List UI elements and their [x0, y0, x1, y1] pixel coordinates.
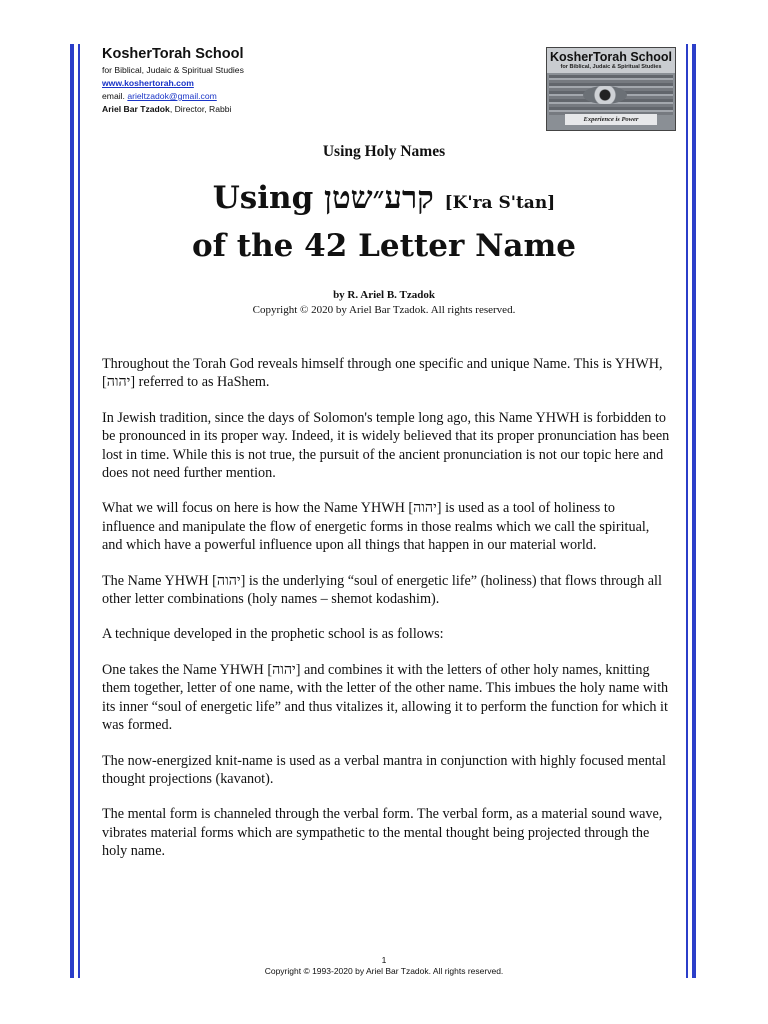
director-line [102, 103, 244, 116]
page-footer [0, 955, 768, 977]
website-link[interactable]: www.koshertorah.com [102, 78, 194, 88]
title-hebrew: קרע״שטן [324, 180, 434, 216]
document-title-line2: of the 42 Letter Name [191, 228, 577, 264]
email-label: email. [102, 91, 125, 101]
document-subtitle: Using Holy Names [322, 143, 446, 160]
document-title-line1 [0, 180, 768, 216]
email-link[interactable]: arieltzadok@gmail.com [127, 91, 217, 101]
logo-motto: Experience is Power [565, 114, 657, 125]
director-role: , Director, Rabbi [169, 104, 232, 114]
email-line [102, 90, 244, 103]
director-name: Ariel Bar Tzadok [102, 104, 170, 114]
paragraph: In Jewish tradition, since the days of Solomon's temple long ago, this Name YHWH is forbidden to be pronounced in its proper way. Indeed, it is widely believed that its proper pronunciation has been lost in time. While this is not true, the pursuit of the ancient pronunciation is not our topic here and does not need further mention. [102, 409, 670, 482]
paragraph: A technique developed in the prophetic school is as follows: [102, 626, 444, 643]
paragraph: The now-energized knit-name is used as a verbal mantra in conjunction with highly focused mental thought projections (kavanot). [102, 752, 666, 787]
footer-copyright: Copyright © 1993-2020 by Ariel Bar Tzadok. All rights reserved. [264, 966, 504, 976]
paragraph: The mental form is channeled through the verbal form. The verbal form, as a material sound wave, vibrates material forms which are sympathetic to the mental thought being projected through the holy name. [102, 806, 663, 860]
logo-subtitle: for Biblical, Judaic & Spiritual Studies [560, 64, 662, 70]
school-tagline: for Biblical, Judaic & Spiritual Studies [102, 65, 244, 75]
page-number: 1 [381, 955, 387, 965]
logo-title: KosherTorah School [549, 50, 672, 64]
byline: by R. Ariel B. Tzadok [333, 289, 435, 301]
paragraph: What we will focus on here is how the Name YHWH [יהוה] is used as a tool of holiness to influence and manipulate the flow of energetic forms in those realms which we call the spiritual, and which have a powerful influence upon all things that happen in our material world. [102, 500, 650, 554]
eye-icon [583, 86, 627, 104]
paragraph: Throughout the Torah God reveals himself through one specific and unique Name. This is YHWH, [יהוה] referred to as HaShem. [102, 356, 663, 391]
school-name: KosherTorah School [102, 46, 244, 62]
title-transliteration: [K'ra S'tan] [444, 193, 556, 213]
title-prefix: Using [212, 180, 314, 216]
title-copyright: Copyright © 2020 by Ariel Bar Tzadok. All rights reserved. [252, 304, 516, 316]
paragraph: One takes the Name YHWH [יהוה] and combines it with the letters of other holy names, knitting them together, letter of one name, with the letter of the other name. This imbues the holy name with its inner “soul of energetic life” and thus vitalizes it, allowing it to perform the function for which it was formed. [102, 661, 669, 734]
article-body [102, 355, 670, 878]
paragraph: The Name YHWH [יהוה] is the underlying “soul of energetic life” (holiness) that flows through all other letter combinations (holy names – shemot kodashim). [102, 572, 662, 608]
letterhead [102, 46, 244, 116]
school-logo [546, 47, 676, 131]
